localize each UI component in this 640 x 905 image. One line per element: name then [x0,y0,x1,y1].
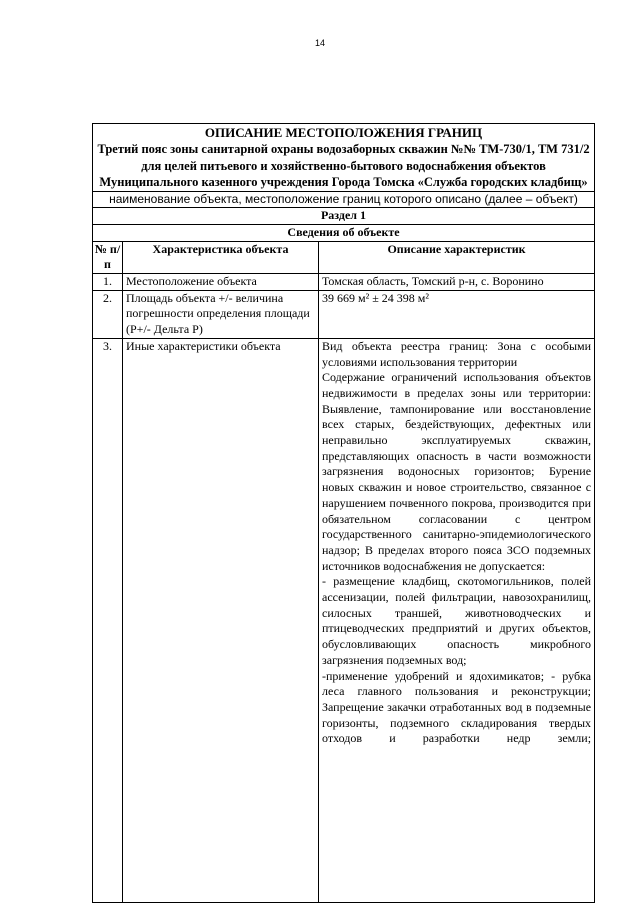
prohibitions-paragraph: - размещение кладбищ, скотомогильников, полей ассенизации, полей фильтрации, навозохранилищ, силосных траншей, животноводческих и птицеводческих предприятий и других объектов, обусловливающих опасность микробного загрязнения подземных вод; [322,574,592,667]
title-row [93,124,595,192]
object-note: наименование объекта, местоположение границ которого описано (далее – объект) [93,191,595,208]
object-type-paragraph: Вид объекта реестра границ: Зона с особыми условиями использования территории [322,338,592,369]
header-characteristic: Характеристика объекта [123,241,319,273]
table-row [93,274,595,291]
row-characteristic: Площадь объекта +/- величина погрешности определения площади (Р+/- Дельта Р) [123,290,319,338]
header-num: № п/п [93,241,123,273]
row-value: 39 669 м² ± 24 398 м² [319,290,595,338]
section-subtitle-row [93,224,595,241]
row-characteristic: Местоположение объекта [123,274,319,291]
table-row [93,338,595,902]
object-name: Третий пояс зоны санитарной охраны водозаборных скважин №№ ТМ-730/1, ТМ 731/2 для целей питьевого и хозяйственно-бытового водоснабжения объектов Муниципального казенного учреждения Города Томска «Служба городских кладбищ» [97,142,590,189]
note-row [93,191,595,208]
page-number: 14 [314,38,325,48]
row-characteristic: Иные характеристики объекта [123,338,319,902]
row-number: 1. [93,274,123,291]
restrictions-paragraph: Содержание ограничений использования объектов недвижимости в пределах зоны или территории: Выявление, тампонирование или восстановление всех старых, бездействующих, дефектных или неправильно эксплуатируемых скважин, представляющих опасность в части возможности загрязнения водоносных горизонтов; Бурение новых скважин и новое строительство, связанное с нарушением почвенного покрова, производится при обязательном согласовании с центром государственного санитарно-эпидемиологического надзор; В пределах второго пояса ЗСО подземных источников водоснабжения не допускается: [322,370,592,573]
row-number: 2. [93,290,123,338]
row-number: 3. [93,338,123,902]
header-description: Описание характеристик [319,241,595,273]
row-value: Томская область, Томский р-н, с. Воронино [319,274,595,291]
header-row [93,241,595,273]
additional-prohibitions-paragraph: -применение удобрений и ядохимикатов; - рубка леса главного пользования и реконструкции; Запрещение закачки отработанных вод в подземные горизонты, подземного складирования твердых отходов и разработки недр земли; [322,668,592,746]
document-title: ОПИСАНИЕ МЕСТОПОЛОЖЕНИЯ ГРАНИЦ [204,125,483,140]
section-subtitle: Сведения об объекте [93,224,595,241]
title-cell [93,124,595,192]
section-title: Раздел 1 [93,208,595,225]
boundary-description-table [92,123,595,903]
table-row [93,290,595,338]
row-value [319,338,595,902]
section-title-row [93,208,595,225]
